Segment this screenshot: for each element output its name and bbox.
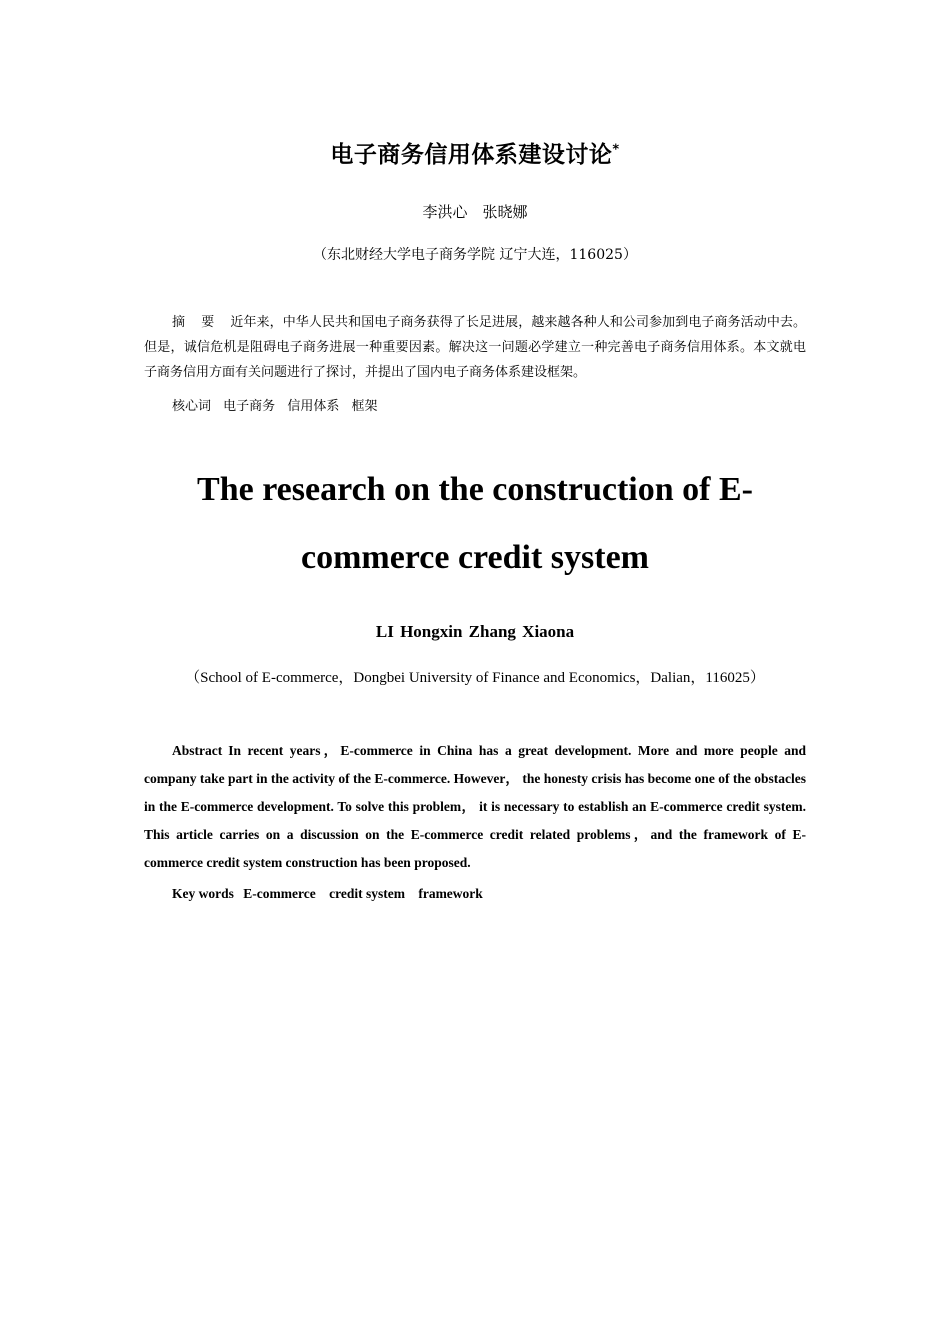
chinese-keyword: 框架 bbox=[351, 399, 378, 414]
english-keyword: credit system bbox=[329, 886, 405, 901]
english-authors: LI Hongxin Zhang Xiaona bbox=[375, 622, 575, 641]
english-keywords bbox=[172, 886, 493, 902]
chinese-keywords bbox=[172, 395, 385, 414]
chinese-keywords-label: 核心词 bbox=[172, 399, 212, 414]
chinese-keyword: 信用体系 bbox=[287, 399, 340, 414]
english-keywords-label: Key words bbox=[172, 886, 234, 901]
chinese-title bbox=[0, 136, 950, 169]
english-title: The research on the construction of E-commerce credit system bbox=[197, 471, 753, 576]
english-abstract bbox=[144, 737, 806, 877]
chinese-keyword: 电子商务 bbox=[223, 399, 276, 414]
english-keyword: framework bbox=[418, 886, 483, 901]
title-footnote-mark: * bbox=[612, 142, 620, 158]
chinese-abstract-label: 摘 要 bbox=[172, 315, 221, 330]
chinese-authors: 李洪心 张晓娜 bbox=[422, 203, 528, 221]
chinese-affiliation: （东北财经大学电子商务学院 辽宁大连，116025） bbox=[313, 247, 637, 263]
english-keyword: E-commerce bbox=[243, 886, 316, 901]
english-abstract-text: In recent years，E-commerce in China has a great development. More and more people and company take part in the activity of the E-commerce. However， the honesty crisis has become one of the obstacles in the E-commerce development. To solve this problem， it is necessary to establish an E-commerce credit system. This article carries on a discussion on the E-commerce credit related problems，and the framework of E-commerce credit system construction has been proposed. bbox=[144, 743, 806, 870]
english-abstract-label: Abstract bbox=[172, 743, 223, 758]
chinese-title-text: 电子商务信用体系建设讨论 bbox=[330, 142, 613, 168]
chinese-abstract-text: 近年来，中华人民共和国电子商务获得了长足进展，越来越各种人和公司参加到电子商务活动中去。但是，诚信危机是阻碍电子商务进展一种重要因素。解决这一问题必学建立一种完善电子商务信用体系。本文就电子商务信用方面有关问题进行了探讨，并提出了国内电子商务体系建设框架。 bbox=[144, 315, 806, 380]
english-affiliation: （School of E-commerce，Dongbei University of Finance and Economics，Dalian，116025） bbox=[185, 670, 765, 686]
chinese-abstract bbox=[144, 310, 806, 385]
